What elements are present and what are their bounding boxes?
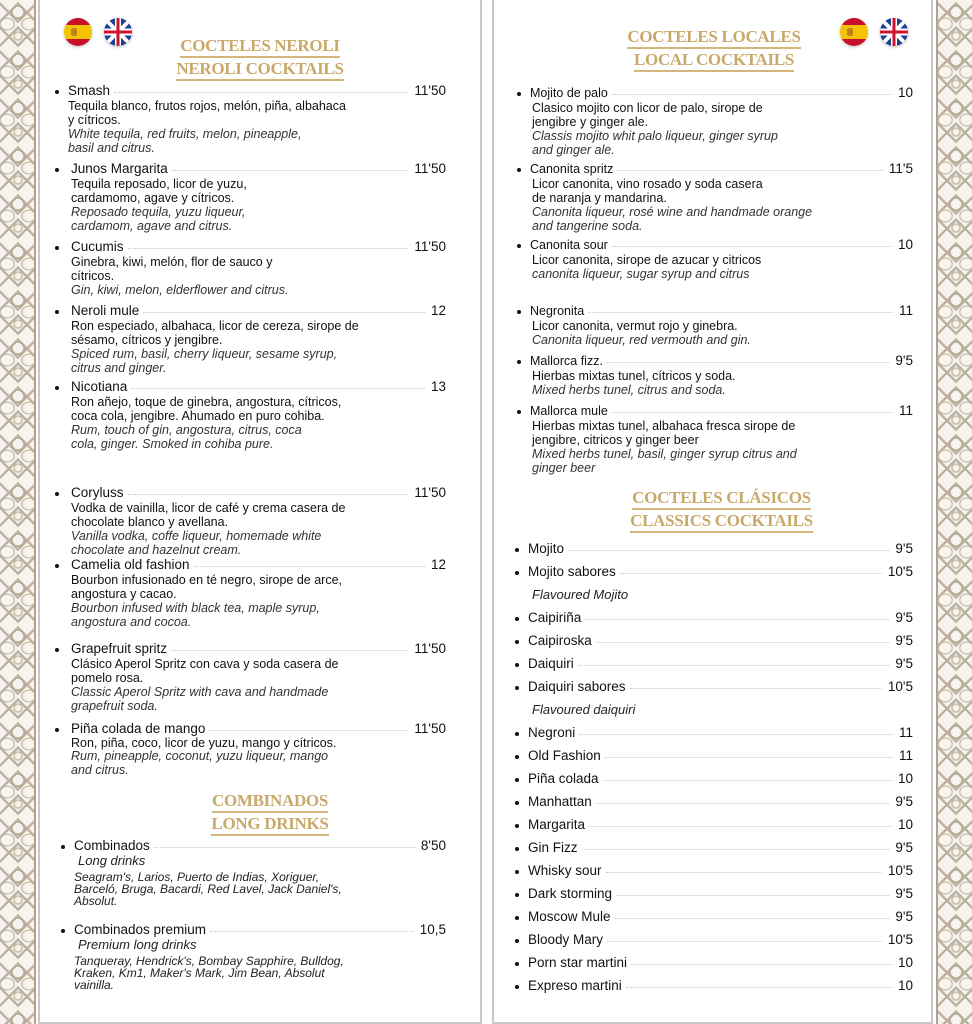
item-price: 10 <box>897 237 913 252</box>
item-name: Expreso martini <box>528 978 622 993</box>
item-price: 9'5 <box>895 909 913 924</box>
item-price: 10'5 <box>887 564 913 579</box>
menu-item[interactable] <box>52 303 446 379</box>
item-description-es: Tequila blanco, frutos rojos, melón, piña, albahaca y cítricos. <box>68 99 346 127</box>
item-price: 11 <box>898 725 913 740</box>
item-description-es: Ginebra, kiwi, melón, flor de sauco y cítricos. <box>71 255 273 283</box>
menu-item[interactable] <box>512 748 913 771</box>
dot-leader <box>210 931 414 932</box>
dot-leader <box>128 248 409 249</box>
item-name: Mojito sabores <box>528 564 616 579</box>
menu-item[interactable] <box>512 978 913 1001</box>
item-price: 10 <box>897 771 913 786</box>
dot-leader <box>114 92 408 93</box>
item-description-es: Ron añejo, toque de ginebra, angostura, cítricos, coca cola, jengibre. Ahumado en puro cohiba. <box>71 395 342 423</box>
item-description-es: Ron especiado, albahaca, licor de cereza, sirope de sésamo, cítricos y jengibre. <box>71 319 359 347</box>
dot-leader <box>172 170 409 171</box>
menu-item[interactable] <box>52 557 446 641</box>
item-name: Piña colada de mango <box>71 721 206 736</box>
menu-item[interactable] <box>52 641 446 721</box>
item-description-es: Clasico mojito con licor de palo, sirope de jengibre y ginger ale. <box>532 101 763 129</box>
dot-leader <box>596 642 890 643</box>
item-description-en: Canonita liqueur, rosé wine and handmade orange and tangerine soda. <box>532 205 813 233</box>
item-description-es: Licor canonita, vermut rojo y ginebra. <box>532 319 738 333</box>
dot-leader <box>607 362 889 363</box>
menu-item[interactable] <box>512 610 913 633</box>
item-description-es: Hierbas mixtas tunel, cítricos y soda. <box>532 369 736 383</box>
item-subtitle-en: Flavoured Mojito <box>532 587 629 602</box>
menu-item[interactable] <box>512 794 913 817</box>
dot-leader <box>605 757 893 758</box>
dot-leader <box>626 987 892 988</box>
item-name: Mojito de palo <box>530 86 608 100</box>
item-name: Porn star martini <box>528 955 628 970</box>
item-price: 11'50 <box>414 641 446 656</box>
item-brands: Seagram's, Larios, Puerto de Indias, Xoriguer, Barceló, Bruga, Bacardi, Red Lavel, Jack Daniel's, Absolut. <box>74 870 342 908</box>
item-name: Negronita <box>530 304 585 318</box>
menu-page-right <box>492 0 933 1024</box>
dot-leader <box>582 849 890 850</box>
item-price: 10'5 <box>887 863 913 878</box>
item-description-es: Licor canonita, vino rosado y soda casera de naranja y mandarina. <box>532 177 763 205</box>
dot-leader <box>617 170 883 171</box>
spanish-flag-icon[interactable] <box>840 18 868 46</box>
item-description-es: Bourbon infusionado en té negro, sirope de arce, angostura y cacao. <box>71 573 343 601</box>
item-price: 11'50 <box>414 485 446 500</box>
item-subtitle-en: Flavoured daiquiri <box>532 702 636 717</box>
item-price: 11 <box>898 303 913 318</box>
item-name: Daiquiri <box>528 656 574 671</box>
long-drinks-title-en: LONG DRINKS <box>211 814 328 836</box>
classics-section-title <box>599 487 844 533</box>
menu-item[interactable] <box>514 161 913 237</box>
item-description-en: White tequila, red fruits, melon, pineapple, basil and citrus. <box>68 127 302 155</box>
item-price: 10 <box>897 85 913 100</box>
item-name: Combinados premium <box>74 922 207 937</box>
dot-leader <box>596 803 890 804</box>
item-name: Old Fashion <box>528 748 601 763</box>
dot-leader <box>578 665 890 666</box>
item-name: Caipiroska <box>528 633 592 648</box>
item-price: 13 <box>430 379 446 394</box>
menu-item[interactable] <box>512 633 913 656</box>
menu-item[interactable] <box>52 83 446 161</box>
dot-leader <box>630 688 882 689</box>
dot-leader <box>589 826 892 827</box>
item-name: Daiquiri sabores <box>528 679 626 694</box>
item-description-en: Mixed herbs tunel, basil, ginger syrup citrus and ginger beer <box>532 447 797 475</box>
item-description-es: Tequila reposado, licor de yuzu, cardamomo, agave y cítricos. <box>71 177 247 205</box>
menu-item[interactable] <box>514 353 913 403</box>
item-description-es: Licor canonita, sirope de azucar y citricos <box>532 253 762 267</box>
item-name: Caipiriña <box>528 610 582 625</box>
item-price: 9'5 <box>895 541 913 556</box>
item-description-es: Hierbas mixtas tunel, albahaca fresca sirope de jengibre, citricos y ginger beer <box>532 419 796 447</box>
item-description-es: Ron, piña, coco, licor de yuzu, mango y cítricos. <box>71 736 337 750</box>
item-price: 9'5 <box>895 610 913 625</box>
item-name: Gin Fizz <box>528 840 578 855</box>
item-name: Dark storming <box>528 886 613 901</box>
dot-leader <box>579 734 893 735</box>
item-name: Smash <box>68 83 111 98</box>
menu-item[interactable] <box>514 237 913 303</box>
item-price: 8'50 <box>420 838 446 853</box>
dot-leader <box>631 964 892 965</box>
dot-leader <box>620 573 882 574</box>
menu-item[interactable] <box>512 817 913 840</box>
menu-page-left <box>38 0 482 1024</box>
item-name: Mallorca fizz. <box>530 354 603 368</box>
item-description-en: Reposado tequila, yuzu liqueur, cardamom, agave and citrus. <box>71 205 246 233</box>
menu-item[interactable] <box>52 379 446 485</box>
long-drinks-title-es: COMBINADOS <box>212 791 328 813</box>
menu-item[interactable] <box>514 85 913 161</box>
item-description-en: Bourbon infused with black tea, maple syrup, angostura and cocoa. <box>71 601 320 629</box>
menu-item[interactable] <box>52 161 446 239</box>
dot-leader <box>568 550 889 551</box>
item-description-en: Canonita liqueur, red vermouth and gin. <box>532 333 751 347</box>
menu-item[interactable] <box>512 725 913 748</box>
local-cocktail-list <box>514 85 913 479</box>
item-price: 12 <box>430 557 446 572</box>
item-name: Camelia old fashion <box>71 557 190 572</box>
dot-leader <box>171 650 408 651</box>
neroli-cocktail-list <box>52 83 446 789</box>
item-description-en: Rum, pineapple, coconut, yuzu liqueur, mango and citrus. <box>71 749 329 777</box>
dot-leader <box>606 872 882 873</box>
dot-leader <box>128 494 409 495</box>
local-section-title <box>599 26 829 72</box>
uk-flag-icon[interactable] <box>880 18 908 46</box>
local-title-es: COCTELES LOCALES <box>627 27 800 49</box>
item-name: Margarita <box>528 817 586 832</box>
item-price: 11'50 <box>414 83 446 98</box>
menu-item[interactable] <box>512 955 913 978</box>
item-price: 9'5 <box>895 656 913 671</box>
item-brands: Tanqueray, Hendrick's, Bombay Sapphire, Bulldog, Kraken, Km1, Maker's Mark, Jim Bean, Absolut vainilla. <box>74 954 344 992</box>
item-description-en: Classic Aperol Spritz with cava and handmade grapefruit soda. <box>71 685 329 713</box>
dot-leader <box>603 780 892 781</box>
dot-leader <box>131 388 425 389</box>
item-price: 10,5 <box>419 922 446 937</box>
dot-leader <box>143 312 425 313</box>
item-price: 11 <box>898 403 913 418</box>
menu-item[interactable] <box>58 922 446 991</box>
ornamental-border-left <box>0 0 36 1024</box>
menu-item[interactable] <box>512 564 913 610</box>
item-description-en: Gin, kiwi, melon, elderflower and citrus. <box>71 283 289 297</box>
item-price: 10 <box>897 817 913 832</box>
item-price: 11'50 <box>414 721 446 736</box>
long-drinks-section-title <box>160 790 380 836</box>
item-name: Junos Margarita <box>71 161 168 176</box>
menu-item[interactable] <box>512 863 913 886</box>
item-description-en: Classis mojito whit palo liqueur, ginger syrup and ginger ale. <box>532 129 778 157</box>
item-name: Canonita sour <box>530 238 608 252</box>
dot-leader <box>585 619 889 620</box>
item-name: Neroli mule <box>71 303 140 318</box>
item-name: Coryluss <box>71 485 124 500</box>
item-name: Mojito <box>528 541 565 556</box>
local-title-en: LOCAL COCKTAILS <box>634 50 794 72</box>
dot-leader <box>616 895 889 896</box>
item-name: Grapefruit spritz <box>71 641 168 656</box>
item-price: 9'5 <box>895 633 913 648</box>
item-description-en: Spiced rum, basil, cherry liqueur, sesame syrup, citrus and ginger. <box>71 347 338 375</box>
menu-item[interactable] <box>58 838 446 922</box>
item-name: Whisky sour <box>528 863 602 878</box>
item-name: Manhattan <box>528 794 592 809</box>
item-price: 11'5 <box>888 161 913 176</box>
menu-item[interactable] <box>512 656 913 679</box>
item-price: 10 <box>897 955 913 970</box>
item-price: 9'5 <box>895 886 913 901</box>
menu-item[interactable] <box>52 239 446 303</box>
item-name: Negroni <box>528 725 576 740</box>
item-price: 11 <box>898 748 913 763</box>
menu-item[interactable] <box>514 403 913 479</box>
neroli-title-es: COCTELES NEROLI <box>180 36 339 58</box>
item-price: 11'50 <box>414 239 446 254</box>
item-name: Mallorca mule <box>530 404 608 418</box>
item-name: Cucumis <box>71 239 124 254</box>
menu-item[interactable] <box>512 932 913 955</box>
item-name: Combinados <box>74 838 150 853</box>
item-name: Bloody Mary <box>528 932 604 947</box>
item-description-es: Vodka de vainilla, licor de café y crema casera de chocolate blanco y avellana. <box>71 501 346 529</box>
menu-item[interactable] <box>512 541 913 564</box>
dot-leader <box>154 847 415 848</box>
item-price: 10'5 <box>887 932 913 947</box>
dot-leader <box>209 730 408 731</box>
item-name: Moscow Mule <box>528 909 611 924</box>
dot-leader <box>194 566 425 567</box>
ornamental-border-right <box>936 0 972 1024</box>
neroli-section-title <box>40 35 480 81</box>
dot-leader <box>612 412 893 413</box>
item-description-es: Clásico Aperol Spritz con cava y soda casera de pomelo rosa. <box>71 657 339 685</box>
menu-item[interactable] <box>512 909 913 932</box>
classics-title-en: CLASSICS COCKTAILS <box>630 511 813 533</box>
menu-item[interactable] <box>512 679 913 725</box>
item-description-en: Rum, touch of gin, angostura, citrus, coca cola, ginger. Smoked in cohiba pure. <box>71 423 302 451</box>
item-subtitle-en: Premium long drinks <box>78 937 197 952</box>
item-name: Nicotiana <box>71 379 128 394</box>
item-price: 10'5 <box>887 679 913 694</box>
menu-item[interactable] <box>52 721 446 789</box>
item-price: 12 <box>430 303 446 318</box>
item-description-en: canonita liqueur, sugar syrup and citrus <box>532 267 750 281</box>
item-description-en: Mixed herbs tunel, citrus and soda. <box>532 383 726 397</box>
item-price: 9'5 <box>895 353 913 368</box>
menu-item[interactable] <box>512 840 913 863</box>
item-name: Canonita spritz <box>530 162 614 176</box>
menu-item[interactable] <box>512 771 913 794</box>
dot-leader <box>607 941 882 942</box>
neroli-title-en: NEROLI COCKTAILS <box>176 59 343 81</box>
item-description-en: Vanilla vodka, coffe liqueur, homemade white chocolate and hazelnut cream. <box>71 529 322 557</box>
item-name: Piña colada <box>528 771 599 786</box>
page-gutter <box>482 0 492 1024</box>
menu-item[interactable] <box>52 485 446 557</box>
menu-item[interactable] <box>512 886 913 909</box>
item-subtitle-en: Long drinks <box>78 853 146 868</box>
classics-title-es: COCTELES CLÁSICOS <box>632 488 811 510</box>
item-price: 11'50 <box>414 161 446 176</box>
dot-leader <box>588 312 893 313</box>
item-price: 9'5 <box>895 794 913 809</box>
menu-item[interactable] <box>514 303 913 353</box>
dot-leader <box>612 246 892 247</box>
dot-leader <box>612 94 892 95</box>
item-price: 10 <box>897 978 913 993</box>
item-price: 9'5 <box>895 840 913 855</box>
dot-leader <box>615 918 890 919</box>
language-switcher <box>840 18 908 46</box>
classics-cocktail-list <box>512 541 913 1001</box>
long-drinks-list <box>58 838 446 991</box>
